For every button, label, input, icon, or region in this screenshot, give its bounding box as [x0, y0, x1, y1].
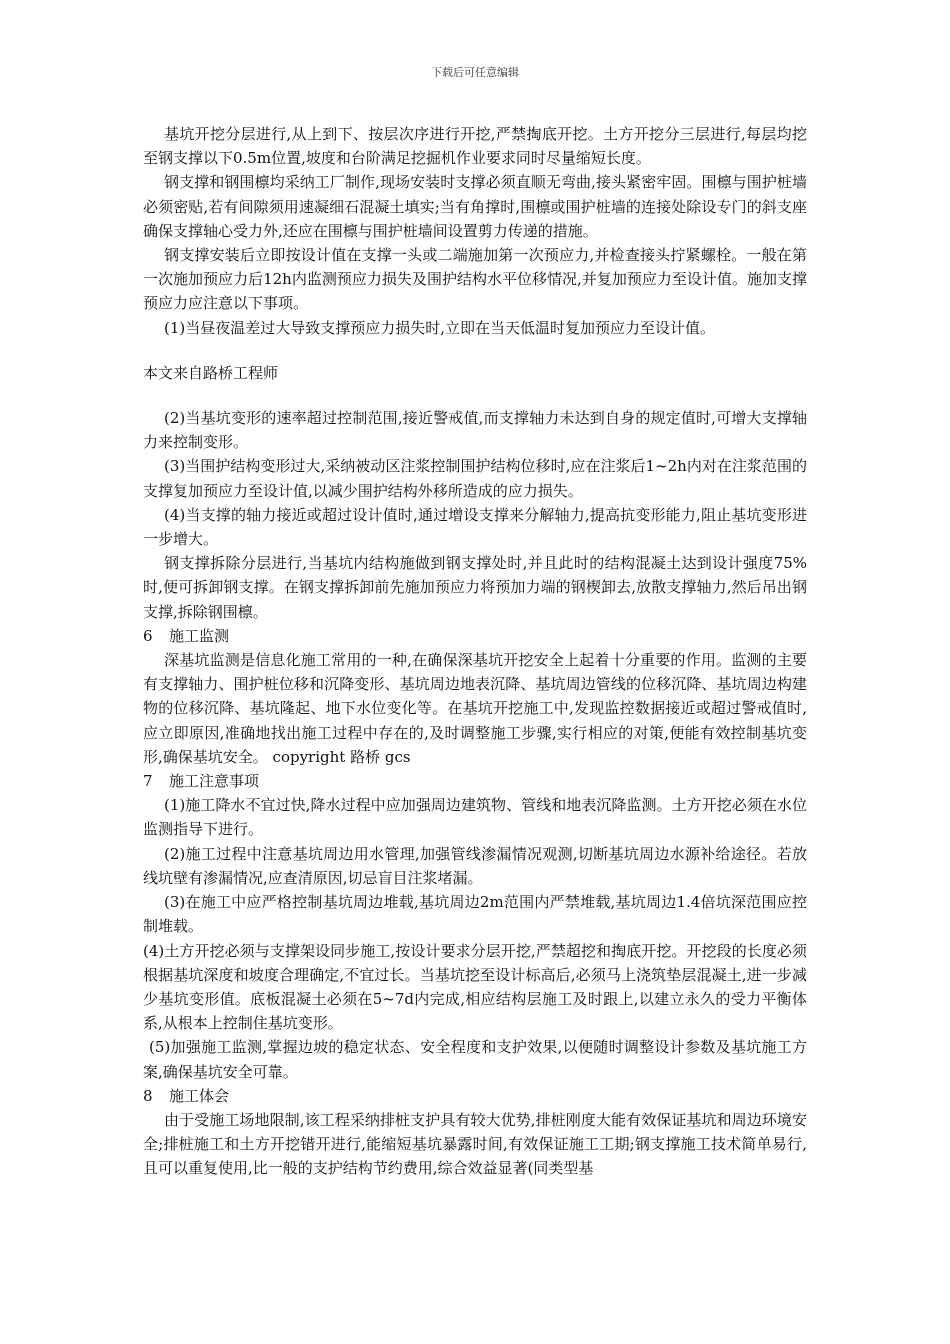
section-number: 6	[143, 626, 153, 645]
page-header: 下载后可任意编辑	[431, 66, 519, 79]
paragraph: (1)当昼夜温差过大导致支撑预应力损失时,立即在当天低温时复加预应力至设计值。	[164, 318, 716, 337]
section-number: 8	[143, 1086, 153, 1105]
paragraph: (2)施工过程中注意基坑周边用水管理,加强管线渗漏情况观测,切断基坑周边水源补给途径。若放线坑壁有渗漏情况,应查清原因,切忌盲目注浆堵漏。	[143, 844, 807, 887]
document-body	[143, 122, 807, 1181]
paragraph: 由于受施工场地限制,该工程采纳排桩支护具有较大优势,排桩刚度大能有效保证基坑和周边环境安全;排桩施工和土方开挖错开进行,能缩短基坑暴露时间,有效保证施工工期;钢支撑施工技术简单易行,且可以重复使用,比一般的支护结构节约费用,综合效益显著(同类型基	[143, 1110, 807, 1178]
section-title: 施工体会	[169, 1086, 230, 1105]
section-heading	[143, 624, 807, 648]
paragraph: 深基坑监测是信息化施工常用的一种,在确保深基坑开挖安全上起着十分重要的作用。监测的主要有支撑轴力、围护桩位移和沉降变形、基坑周边地表沉降、基坑周边管线的位移沉降、基坑周边构建物的位移沉降、基坑隆起、地下水位变化等。在基坑开挖施工中,发现监控数据接近或超过警戒值时,应立即原因,准确地找出施工过程中存在的,及时调整施工步骤,实行相应的对策,便能有效控制基坑变形,确保基坑安全。 copyright 路桥 gcs	[143, 651, 807, 766]
paragraph: (1)施工降水不宜过快,降水过程中应加强周边建筑物、管线和地表沉降监测。土方开挖必须在水位监测指导下进行。	[143, 796, 807, 839]
section-heading	[143, 769, 807, 793]
paragraph: (2)当基坑变形的速率超过控制范围,接近警戒值,而支撑轴力未达到自身的规定值时,可增大支撑轴力来控制变形。	[143, 409, 807, 452]
paragraph: 钢支撑拆除分层进行,当基坑内结构施做到钢支撑处时,并且此时的结构混凝土达到设计强度75%时,便可拆卸钢支撑。在钢支撑拆卸前先施加预应力将预加力端的钢楔卸去,放散支撑轴力,然后吊出钢支撑,拆除钢围檩。	[143, 554, 807, 621]
paragraph: 基坑开挖分层进行,从上到下、按层次序进行开挖,严禁掏底开挖。土方开挖分三层进行,每层均挖至钢支撑以下0.5m位置,坡度和台阶满足挖掘机作业要求同时尽量缩短长度。	[143, 125, 807, 168]
section-title: 施工注意事项	[169, 772, 260, 791]
paragraph: (4)当支撑的轴力接近或超过设计值时,通过增设支撑来分解轴力,提高抗变形能力,阻止基坑变形进一步增大。	[143, 505, 807, 549]
section-title: 施工监测	[169, 626, 230, 645]
paragraph: (3)在施工中应严格控制基坑周边堆载,基坑周边2m范围内严禁堆载,基坑周边1.4倍坑深范围应控制堆载。	[143, 893, 807, 936]
paragraph: (3)当围护结构变形过大,采纳被动区注浆控制围护结构位移时,应在注浆后1~2h内对在注浆范围的支撑复加预应力至设计值,以减少围护结构外移所造成的应力损失。	[143, 457, 807, 500]
section-number: 7	[143, 772, 153, 791]
source-note: 本文来自路桥工程师	[143, 363, 279, 382]
paragraph: (4)土方开挖必须与支撑架设同步施工,按设计要求分层开挖,严禁超挖和掏底开挖。开挖段的长度必须根据基坑深度和坡度合理确定,不宜过长。当基坑挖至设计标高后,必须马上浇筑垫层混凝土,进一步减少基坑变形值。底板混凝土必须在5~7d内完成,相应结构层施工及时跟上,以建立永久的受力平衡体系,从根本上控制住基坑变形。	[143, 941, 807, 1033]
section-heading	[143, 1084, 807, 1108]
paragraph: 钢支撑和钢围檩均采纳工厂制作,现场安装时支撑必须直顺无弯曲,接头紧密牢固。围檩与围护桩墙必须密贴,若有间隙须用速凝细石混凝土填实;当有角撑时,围檩或围护桩墙的连接处除设专门的斜支座确保支撑轴心受力外,还应在围檩与围护桩墙间设置剪力传递的措施。	[143, 173, 807, 240]
paragraph: (5)加强施工监测,掌握边坡的稳定状态、安全程度和支护效果,以便随时调整设计参数及基坑施工方案,确保基坑安全可靠。	[143, 1038, 807, 1081]
paragraph: 钢支撑安装后立即按设计值在支撑一头或二端施加第一次预应力,并检查接头拧紧螺栓。一般在第一次施加预应力后12h内监测预应力损失及围护结构水平位移情况,并复加预应力至设计值。施加支撑预应力应注意以下事项。	[143, 246, 807, 313]
